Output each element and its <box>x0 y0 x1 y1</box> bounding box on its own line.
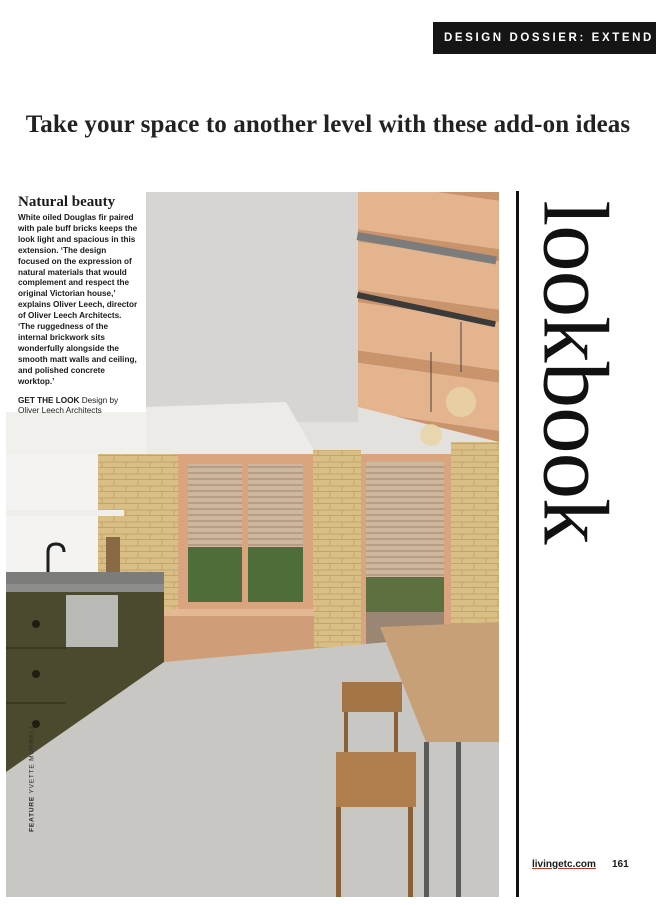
caption-box <box>6 192 146 416</box>
photo-credit-name: YVETTE MURRELL <box>28 724 36 794</box>
headline: Take your space to another level with these add-on ideas <box>25 111 631 138</box>
photo-credit-label: FEATURE <box>28 796 36 832</box>
page-number: 161 <box>612 859 629 870</box>
caption-credit-lead: GET THE LOOK <box>18 395 80 405</box>
caption-title: Natural beauty <box>18 194 116 210</box>
side-rule <box>516 191 519 897</box>
photo-credit <box>29 724 36 832</box>
section-tag: DESIGN DOSSIER: EXTEND <box>433 22 656 54</box>
footer-site-link[interactable]: livingetc.com <box>532 859 596 870</box>
caption-body: White oiled Douglas fir paired with pale buff bricks keeps the look light and spacious in this extension. ‘The design focused on the expression of natural materials that would complement and respect the original Victorian house,’ explains Oliver Leech, director of Oliver Leech Architects. ‘The ruggedness of the internal brickwork sits wonderfully alongside the smooth matt walls and ceiling, and polished concrete worktop.’ <box>18 213 138 386</box>
caption-credit-text: Design by Oliver Leech Architects <box>18 395 119 416</box>
caption-credit <box>18 396 138 418</box>
side-title-lookbook: lookbook <box>523 200 627 544</box>
